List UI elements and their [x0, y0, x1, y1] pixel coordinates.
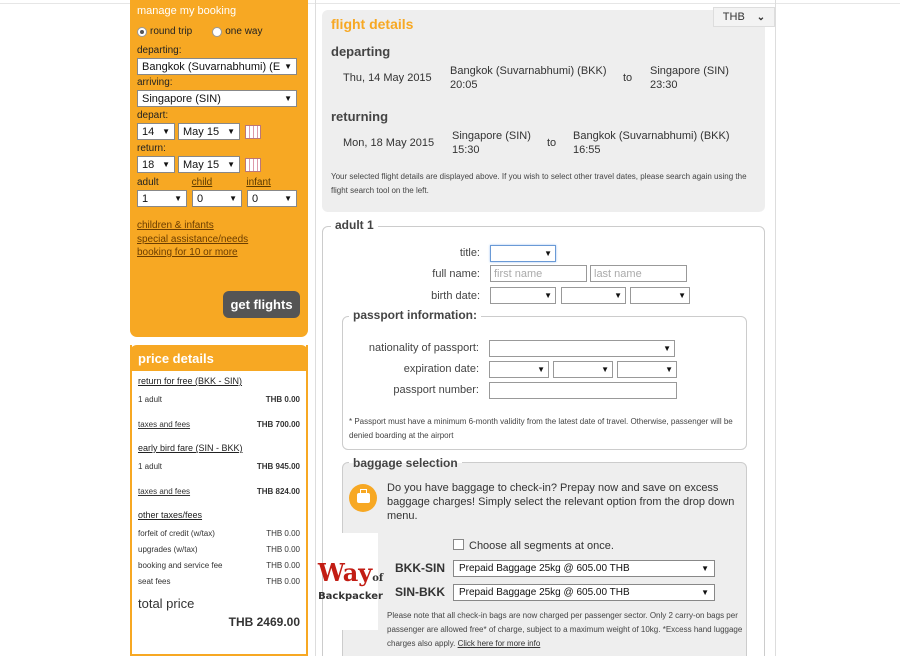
return-day-value: 18 [142, 158, 155, 171]
chevron-down-icon: ▼ [227, 127, 235, 136]
arriving-value: Singapore (SIN) [142, 92, 221, 105]
baggage-intro: Do you have baggage to check-in? Prepay now and save on excess baggage charges! Simply select the relevant option from the drop down menu. [387, 482, 735, 522]
watermark-logo [317, 533, 384, 630]
returning-heading: returning [331, 109, 389, 124]
price-line [138, 545, 300, 554]
price-details-panel [130, 345, 308, 656]
group-booking-link[interactable]: booking for 10 or more [137, 247, 238, 258]
chevron-down-icon: ▼ [284, 194, 292, 203]
chevron-down-icon: ▼ [227, 160, 235, 169]
full-name-label: full name: [432, 268, 480, 280]
infant-label-link[interactable]: infant [246, 177, 271, 188]
price-line-label: taxes and fees [138, 420, 191, 429]
adult-count-value: 1 [142, 192, 149, 205]
price-line-label: seat fees [138, 577, 171, 586]
chevron-down-icon: ▼ [544, 291, 552, 300]
baggage-select-sin-bkk[interactable] [453, 584, 715, 601]
depart-date-row [137, 123, 301, 140]
returning-leg [331, 130, 756, 162]
birth-date-label: birth date: [431, 290, 480, 302]
price-line [138, 420, 300, 429]
chevron-down-icon: ▼ [162, 127, 170, 136]
price-line-amount: THB 945.00 [256, 462, 300, 471]
depart-month-value: May 15 [183, 125, 220, 138]
price-line-amount: THB 0.00 [265, 395, 300, 404]
chevron-down-icon: ▼ [162, 160, 170, 169]
adult-label: adult [137, 177, 159, 188]
chevron-down-icon: ▼ [678, 291, 686, 300]
price-line [138, 395, 300, 404]
arriving-select[interactable] [137, 90, 297, 107]
price-line-amount: THB 700.00 [256, 420, 300, 429]
chevron-down-icon: ⌄ [756, 11, 766, 23]
departing-date: Thu, 14 May 2015 [343, 72, 432, 84]
baggage-legend: baggage selection [349, 456, 462, 470]
title-select[interactable] [490, 245, 556, 262]
infant-count-value: 0 [252, 192, 259, 205]
watermark-line2: Backpacker [318, 591, 383, 602]
segment-label: BKK-SIN [395, 561, 445, 575]
return-label: return: [137, 143, 166, 154]
price-details-body [132, 371, 306, 634]
price-line [138, 561, 300, 570]
departing-from-time: 20:05 [450, 79, 478, 91]
returning-date: Mon, 18 May 2015 [343, 137, 435, 149]
column-divider-right [775, 0, 776, 656]
passport-note: * Passport must have a minimum 6-month validity from the latest date of travel. Otherwise, passenger will be denied boarding at the airport [349, 417, 733, 440]
price-line-label: 1 adult [138, 462, 163, 471]
chevron-down-icon: ▼ [701, 588, 709, 597]
first-name-input[interactable]: first name [490, 265, 587, 282]
price-line [138, 462, 300, 471]
departing-from: Bangkok (Suvarnabhumi) (BKK) [450, 65, 607, 77]
birth-year-select[interactable] [630, 287, 690, 304]
expiration-year-select[interactable] [617, 361, 677, 378]
child-label-link[interactable]: child [191, 177, 213, 188]
chevron-down-icon: ▼ [614, 291, 622, 300]
watermark-word: Way [317, 558, 373, 587]
returning-from: Singapore (SIN) [452, 130, 531, 142]
baggage-note [387, 609, 745, 651]
flight-details-panel [322, 10, 765, 212]
chevron-down-icon: ▼ [701, 564, 709, 573]
baggage-select-value: Prepaid Baggage 25kg @ 605.00 THB [459, 587, 630, 598]
passenger-count-row [137, 190, 301, 207]
children-infants-link[interactable]: children & infants [137, 220, 214, 231]
calendar-icon[interactable] [245, 125, 261, 139]
price-line-label: forfeit of credit (w/tax) [138, 529, 215, 538]
column-divider [315, 0, 316, 656]
round-trip-label: round trip [150, 26, 193, 37]
returning-to: Bangkok (Suvarnabhumi) (BKK) [573, 130, 730, 142]
other-fees-title: other taxes/fees [138, 510, 203, 520]
returning-from-time: 15:30 [452, 144, 480, 156]
chevron-down-icon: ▼ [663, 344, 671, 353]
depart-day-value: 14 [142, 125, 155, 138]
currency-value: THB [722, 11, 745, 23]
departing-value: Bangkok (Suvarnabhumi) (E [142, 60, 281, 73]
departing-heading: departing [331, 44, 391, 59]
choose-all-label: Choose all segments at once. [469, 540, 614, 552]
baggage-note-text: Please note that all check-in bags are now charged per passenger sector. Only 2 carry-on bags per passenger are allowed free* of charge, subject to a maximum weight of 10kg. *Excess hand luggage charges also apply. [387, 611, 743, 648]
get-flights-button[interactable]: get flights [223, 291, 300, 318]
total-price-amount: THB 2469.00 [228, 615, 300, 629]
chevron-down-icon: ▼ [537, 365, 545, 374]
chevron-down-icon: ▼ [284, 94, 292, 103]
baggage-select-bkk-sin[interactable] [453, 560, 715, 577]
expiration-day-select[interactable] [489, 361, 549, 378]
child-count-select[interactable] [192, 190, 242, 207]
return-month-value: May 15 [183, 158, 220, 171]
calendar-icon[interactable] [245, 158, 261, 172]
manage-booking-header[interactable]: manage my booking [137, 5, 237, 17]
infant-count-select[interactable] [247, 190, 297, 207]
price-line-label: booking and service fee [138, 561, 223, 570]
departing-select[interactable] [137, 58, 297, 75]
chevron-down-icon: ▼ [665, 365, 673, 374]
one-way-label: one way [225, 26, 263, 37]
depart-month-select[interactable] [178, 123, 240, 140]
currency-selector[interactable] [713, 7, 775, 27]
nationality-label: nationality of passport: [368, 342, 479, 354]
suitcase-icon [349, 484, 377, 512]
price-line-label: taxes and fees [138, 487, 191, 496]
segment-label: SIN-BKK [395, 585, 445, 599]
expiration-month-select[interactable] [553, 361, 613, 378]
more-info-link[interactable]: Click here for more info [457, 639, 541, 648]
choose-all-checkbox[interactable] [453, 539, 464, 550]
special-assistance-link[interactable]: special assistance/needs [137, 233, 249, 245]
flight-details-note: Your selected flight details are displayed above. If you wish to select other travel dates, please search again using the flight search tool on the left. [331, 172, 747, 195]
booking-links [137, 219, 301, 260]
chevron-down-icon: ▼ [229, 194, 237, 203]
chevron-down-icon: ▼ [601, 365, 609, 374]
depart-day-select[interactable] [137, 123, 175, 140]
round-trip-radio[interactable] [137, 26, 192, 37]
adult-legend: adult 1 [331, 218, 378, 232]
birth-month-select[interactable] [561, 287, 626, 304]
return-month-select[interactable] [178, 156, 240, 173]
departing-leg [331, 65, 756, 97]
price-line-amount: THB 0.00 [266, 577, 300, 586]
passport-number-input[interactable] [489, 382, 677, 399]
baggage-select-value: Prepaid Baggage 25kg @ 605.00 THB [459, 563, 630, 574]
price-line-amount: THB 0.00 [266, 545, 300, 554]
price-line [138, 577, 300, 586]
returning-to-time: 16:55 [573, 144, 601, 156]
departing-label: departing: [137, 45, 182, 56]
last-name-input[interactable]: last name [590, 265, 687, 282]
depart-label: depart: [137, 110, 169, 121]
departing-to: Singapore (SIN) [650, 65, 729, 77]
passenger-count-labels [137, 177, 301, 188]
booking-panel [130, 0, 308, 337]
title-label: title: [459, 247, 480, 259]
one-way-radio[interactable] [212, 26, 262, 37]
trip-type-group [137, 26, 301, 37]
return-date-row [137, 156, 301, 173]
chevron-down-icon: ▼ [174, 194, 182, 203]
price-line [138, 487, 300, 496]
return-day-select[interactable] [137, 156, 175, 173]
child-count-value: 0 [197, 192, 204, 205]
adult-count-select[interactable] [137, 190, 187, 207]
radio-selected-icon[interactable] [137, 27, 147, 37]
passport-number-label: passport number: [393, 384, 479, 396]
radio-unselected-icon[interactable] [212, 27, 222, 37]
returning-to-word: to [547, 137, 557, 149]
price-line-amount: THB 0.00 [266, 561, 300, 570]
arriving-label: arriving: [137, 77, 173, 88]
birth-day-select[interactable] [490, 287, 556, 304]
price-line-label: 1 adult [138, 395, 163, 404]
watermark-small: of [372, 573, 384, 584]
price-line [138, 529, 300, 538]
total-price-label: total price [138, 596, 195, 611]
passport-legend: passport information: [349, 308, 481, 322]
chevron-down-icon: ▼ [284, 62, 292, 71]
watermark-line1 [317, 558, 384, 591]
price-line-label: upgrades (w/tax) [138, 545, 198, 554]
price-line-amount: THB 0.00 [266, 529, 300, 538]
expiration-date-label: expiration date: [403, 363, 479, 375]
nationality-select[interactable] [489, 340, 675, 357]
departing-to-time: 23:30 [650, 79, 678, 91]
flight-details-title: flight details [331, 16, 414, 32]
price-section-title: early bird fare (SIN - BKK) [138, 443, 243, 453]
departing-to-word: to [623, 72, 633, 84]
chevron-down-icon: ▼ [544, 249, 552, 258]
price-line-amount: THB 824.00 [256, 487, 300, 496]
price-section-title: return for free (BKK - SIN) [138, 376, 243, 386]
price-details-title: price details [130, 345, 308, 371]
